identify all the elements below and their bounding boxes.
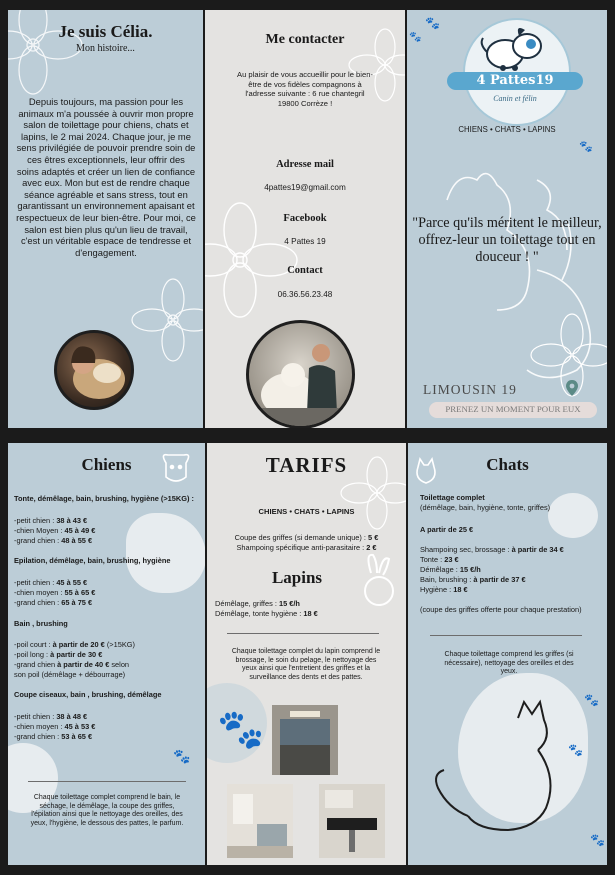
tarifs-animals: CHIENS • CHATS • LAPINS xyxy=(258,507,355,516)
facebook-value[interactable]: 4 Pattes 19 xyxy=(284,237,326,246)
region-label: LIMOUSIN 19 xyxy=(423,382,517,397)
lapins-note: Chaque toilettage complet du lapin comprend le brossage, le soin du pelage, le nettoyage des yeux ainsi que l'entretient des griffes et la surveillance des dents et des pattes. xyxy=(231,648,381,681)
panel-contact xyxy=(205,10,405,428)
chiens-title: Chiens xyxy=(81,455,132,474)
price-label: -petit chien : xyxy=(14,578,57,587)
paw-icon: 🐾 xyxy=(590,833,605,847)
chats-section-subtitle: (démêlage, bain, hygiène, tonte, griffes) xyxy=(420,503,551,512)
price-label: Bain, brushing : xyxy=(420,575,474,584)
price-label: Shampoing sec, brossage : xyxy=(420,545,512,554)
paw-icon: 🐾 xyxy=(568,743,583,757)
price-label: -chien moyen : xyxy=(14,588,65,597)
chiens-section1-title: Tonte, démêlage, bain, brushing, hygiène (>15KG) : xyxy=(14,494,194,503)
price-value: 38 à 48 € xyxy=(56,712,88,721)
logo-subtitle: Canin et félin xyxy=(493,94,537,103)
price-value: 38 à 43 € xyxy=(56,516,88,525)
price-value: à partir de 30 € xyxy=(50,650,103,659)
tarifs-title: TARIFS xyxy=(265,453,348,477)
phone-heading: Contact xyxy=(287,265,323,276)
price-label: -grand chien : xyxy=(14,598,62,607)
flower-decoration xyxy=(128,275,203,365)
contact-title: Me contacter xyxy=(265,32,345,47)
price-value: 53 à 65 € xyxy=(61,732,93,741)
price-label: Shampoing spécifique anti-parasitaire : xyxy=(236,543,367,552)
paw-icon: 🐾 xyxy=(217,709,265,751)
price-label: -petit chien : xyxy=(14,712,57,721)
paw-icon: 🐾 xyxy=(579,141,593,153)
price-value: 5 € xyxy=(368,533,379,542)
price-value: 48 à 55 € xyxy=(61,536,93,545)
price-label: Hygiène : xyxy=(420,585,454,594)
contact-intro: Au plaisir de vous accueillir pour le bien-être de vos fidèles compagnons à l'adresse suivante : 6 rue chantegril 19800 Corrèze ! xyxy=(237,70,373,108)
grooming-photo xyxy=(246,320,355,428)
chats-title: Chats xyxy=(486,455,529,474)
tagline: PRENEZ UN MOMENT POUR EUX xyxy=(445,404,581,414)
cover-quote: "Parce qu'ils méritent le meilleur, offrez-leur un toilettage tout en douceur ! " xyxy=(412,215,602,265)
price-label: Tonte : xyxy=(420,555,445,564)
price-label: -poil court : xyxy=(14,640,53,649)
price-label: -grand chien : xyxy=(14,732,62,741)
grooming-table-photo xyxy=(319,784,385,858)
lapins-title: Lapins xyxy=(271,568,323,587)
price-label: Démêlage, griffes : xyxy=(215,599,279,608)
email-heading: Adresse mail xyxy=(276,159,334,170)
about-subtitle: Mon histoire... xyxy=(76,43,135,54)
price-value: 18 € xyxy=(453,585,468,594)
chiens-note: Chaque toilettage complet comprend le bain, le séchage, le démêlage, la coupe des griffes, l'épilation ainsi que le nettoyage des oreilles, des yeux, l'hygiène, le dessous des pattes, le parfum. xyxy=(30,794,184,827)
price-value: 18 € xyxy=(303,609,318,618)
price-value: 15 €/h xyxy=(278,599,300,608)
salon-interior-photo xyxy=(227,784,293,858)
chiens-section4-title: Coupe ciseaux, bain , brushing, démêlage xyxy=(14,690,162,699)
price-value: 45 à 53 € xyxy=(64,722,96,731)
logo-name: 4 Pattes19 xyxy=(476,73,554,88)
paw-icon: 🐾 xyxy=(173,748,191,764)
price-label: Démêlage, tonte hygiène : xyxy=(215,609,304,618)
price-value: 45 à 49 € xyxy=(64,526,96,535)
price-label: -grand chien xyxy=(14,660,58,669)
chats-offer: (coupe des griffes offerte pour chaque prestation) xyxy=(420,605,582,614)
divider xyxy=(430,635,582,636)
panel-cover xyxy=(407,10,607,428)
chiens-section2-title: Epilation, démêlage, bain, brushing, hygiène xyxy=(14,556,171,565)
price-label: Démêlage : xyxy=(420,565,460,574)
divider xyxy=(28,781,186,782)
price-value: 2 € xyxy=(366,543,377,552)
price-value: 15 €/h xyxy=(459,565,481,574)
price-value: 45 à 55 € xyxy=(56,578,88,587)
paw-icon: 🐾 xyxy=(584,693,599,707)
price-value: à partir de 34 € xyxy=(511,545,564,554)
panel-tarifs xyxy=(207,443,406,865)
price-value: 55 à 65 € xyxy=(64,588,96,597)
panel-about xyxy=(8,10,203,428)
paw-icon: 🐾 xyxy=(409,32,422,43)
price-label: -grand chien : xyxy=(14,536,62,545)
price-label: Coupe des griffes (si demande unique) : xyxy=(234,533,369,542)
facebook-heading: Facebook xyxy=(283,213,327,224)
chats-note: Chaque toilettage comprend les griffes (si nécessaire), nettoyage des oreilles et des yeux. xyxy=(444,651,574,676)
about-title: Je suis Célia. xyxy=(58,22,153,41)
panel-chiens xyxy=(8,443,205,865)
paw-icon: 🐾 xyxy=(425,16,440,30)
divider xyxy=(227,633,379,634)
celia-photo xyxy=(54,330,134,410)
price-note: (>15KG) xyxy=(104,640,135,649)
cat-lineart xyxy=(428,698,578,848)
email-value[interactable]: 4pattes19@gmail.com xyxy=(264,183,346,192)
location-pin-icon xyxy=(565,379,579,397)
price-note: son poil (démêlage + débourrage) xyxy=(14,670,126,679)
price-label: A partir de xyxy=(420,525,459,534)
price-label: -petit chien : xyxy=(14,516,57,525)
price-value: à partir de 37 € xyxy=(473,575,526,584)
chats-section-title: Toilettage complet xyxy=(420,493,485,502)
chiens-section3-title: Bain , brushing xyxy=(14,619,68,628)
price-value: 65 à 75 € xyxy=(61,598,93,607)
price-value: 25 € xyxy=(458,525,474,534)
price-label: -chien Moyen : xyxy=(14,526,65,535)
dog-logo-icon xyxy=(475,24,555,74)
about-body: Depuis toujours, ma passion pour les animaux m'a poussée à ouvrir mon propre salon de toilettage pour chiens, chats et lapins, le 2 mai 2024. Chaque jour, je me sens privilégiée de pouvoir prendre soin de ces êtres exceptionnels, leur offrir des soins adaptés et créer un lien de confiance avec eux. Mon but est de rendre chaque séance agréable et sans stress, tout en garantissant un environnement apaisant et respectueux de leur bien-être. Pour moi, ce salon est bien plus qu'un lieu de travail, c'est un véritable espace de tendresse et d'engagement. xyxy=(16,96,196,258)
price-value: à partir de 20 € xyxy=(52,640,105,649)
price-label: -chien moyen : xyxy=(14,722,65,731)
salon-storefront-photo xyxy=(272,705,338,775)
price-value: à partir de 40 € xyxy=(57,660,110,669)
price-label: -poil long : xyxy=(14,650,51,659)
panel-chats xyxy=(408,443,607,865)
cover-animals: CHIENS • CHATS • LAPINS xyxy=(458,125,556,134)
price-value: 23 € xyxy=(444,555,459,564)
price-note: selon xyxy=(109,660,130,669)
phone-value[interactable]: 06.36.56.23.48 xyxy=(277,290,333,299)
